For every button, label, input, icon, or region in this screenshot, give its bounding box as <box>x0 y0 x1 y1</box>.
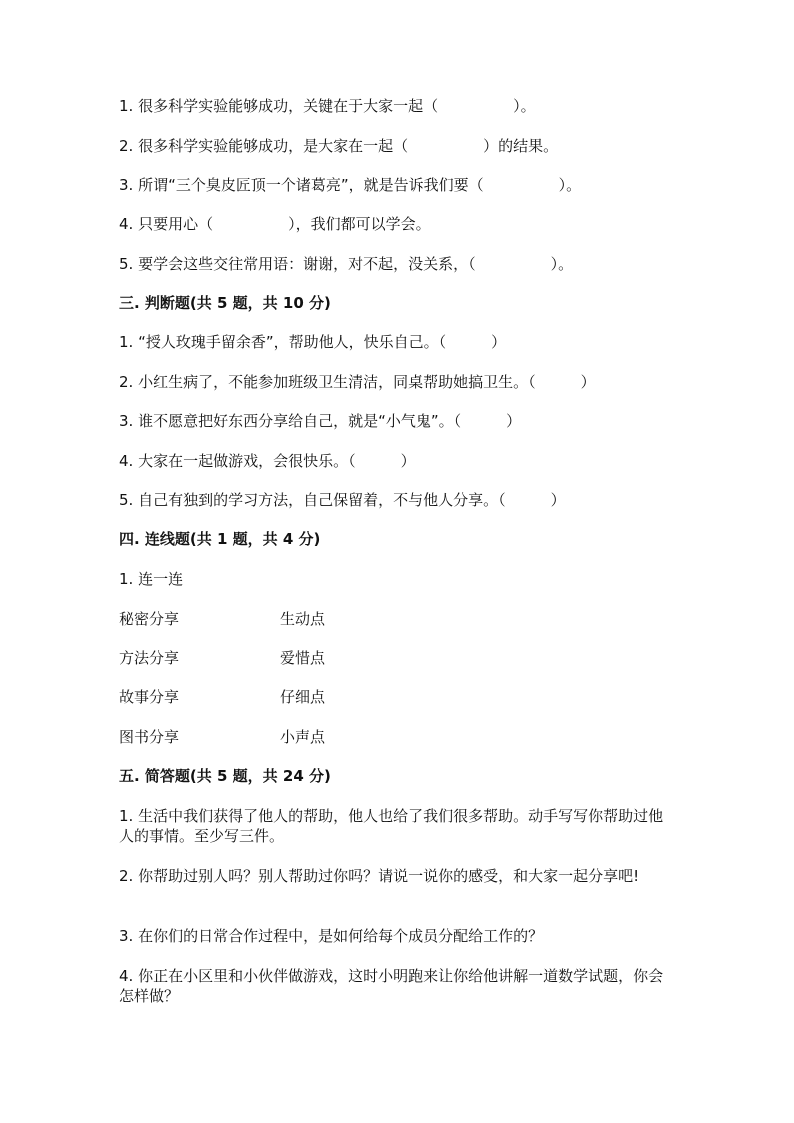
matching-left-item: 故事分享 <box>119 688 180 706</box>
short-answer-item-2: 2. 你帮助过别人吗？别人帮助过你吗？请说一说你的感受，和大家一起分享吧! <box>119 867 640 885</box>
matching-left-item: 方法分享 <box>119 649 180 667</box>
section-heading-judgement: 三. 判断题(共 5 题，共 10 分) <box>119 294 331 312</box>
fill-in-item-4: 4. 只要用心（ ），我们都可以学会。 <box>119 215 431 233</box>
judgement-item-3: 3. 谁不愿意把好东西分享给自己，就是“小气鬼”。（ ） <box>119 412 522 430</box>
short-answer-item-4: 4. 你正在小区里和小伙伴做游戏，这时小明跑来让你给他讲解一道数学试题，你会怎样做？ <box>119 967 664 1005</box>
fill-in-item-5: 5. 要学会这些交往常用语：谢谢，对不起，没关系，（ ）。 <box>119 255 574 273</box>
matching-right-item: 仔细点 <box>280 688 326 706</box>
fill-in-item-2: 2. 很多科学实验能够成功，是大家在一起（ ）的结果。 <box>119 137 559 155</box>
judgement-item-4: 4. 大家在一起做游戏，会很快乐。（ ） <box>119 452 416 470</box>
judgement-item-5: 5. 自己有独到的学习方法，自己保留着，不与他人分享。（ ） <box>119 491 566 509</box>
short-answer-item-3: 3. 在你们的日常合作过程中，是如何给每个成员分配给工作的？ <box>119 927 544 945</box>
judgement-item-2: 2. 小红生病了，不能参加班级卫生清洁，同桌帮助她搞卫生。（ ） <box>119 373 596 391</box>
fill-in-item-1: 1. 很多科学实验能够成功，关键在于大家一起（ ）。 <box>119 97 536 115</box>
judgement-item-1: 1. “授人玫瑰手留余香”，帮助他人，快乐自己。（ ） <box>119 333 507 351</box>
matching-right-item: 生动点 <box>280 610 326 628</box>
matching-left-item: 图书分享 <box>119 728 180 746</box>
short-answer-item-1: 1. 生活中我们获得了他人的帮助，他人也给了我们很多帮助。动手写写你帮助过他人的事情。至少写三件。 <box>119 807 664 845</box>
matching-right-item: 小声点 <box>280 728 326 746</box>
section-heading-matching: 四. 连线题(共 1 题，共 4 分) <box>119 530 321 548</box>
matching-question: 1. 连一连 <box>119 570 184 588</box>
fill-in-item-3: 3. 所谓“三个臭皮匠顶一个诸葛亮”，就是告诉我们要（ ）。 <box>119 176 582 194</box>
matching-right-item: 爱惜点 <box>280 649 326 667</box>
section-heading-short-answer: 五. 简答题(共 5 题，共 24 分) <box>119 767 331 785</box>
matching-left-item: 秘密分享 <box>119 610 180 628</box>
